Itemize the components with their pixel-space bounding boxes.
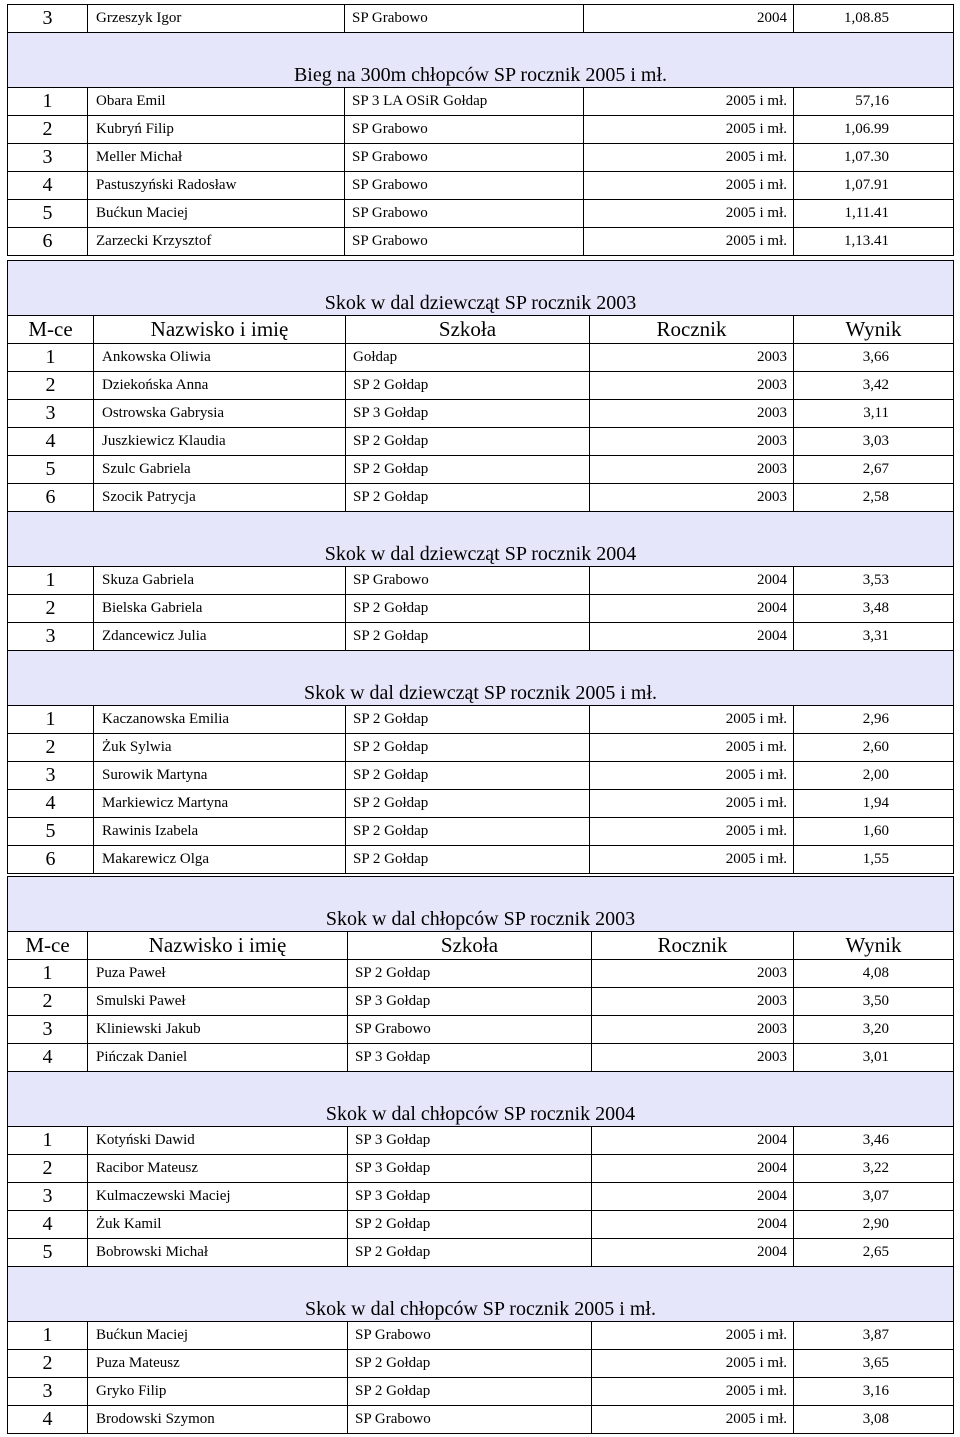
table-row (8, 5, 954, 33)
name-cell: Kaczanowska Emilia (94, 706, 346, 734)
result-cell: 1,11.41 (794, 200, 954, 228)
results-table-300m (7, 4, 954, 256)
name-cell: Bućkun Maciej (88, 200, 345, 228)
table-row (8, 623, 954, 651)
name-cell: Szocik Patrycja (94, 484, 346, 512)
place-cell: 2 (8, 595, 94, 623)
place-cell: 3 (8, 144, 88, 172)
result-cell: 3,08 (794, 1406, 954, 1434)
year-cell: 2005 i mł. (590, 790, 794, 818)
col-header-result: Wynik (794, 932, 954, 960)
name-cell: Makarewicz Olga (94, 846, 346, 874)
col-header-school: Szkoła (346, 316, 590, 344)
name-cell: Kulmaczewski Maciej (88, 1183, 348, 1211)
place-cell: 2 (8, 734, 94, 762)
year-cell: 2004 (592, 1155, 794, 1183)
name-cell: Markiewicz Martyna (94, 790, 346, 818)
place-cell: 2 (8, 116, 88, 144)
table-row (8, 1211, 954, 1239)
year-cell: 2005 i mł. (592, 1378, 794, 1406)
name-cell: Skuza Gabriela (94, 567, 346, 595)
school-cell: SP 3 Gołdap (348, 1127, 592, 1155)
table-row (8, 988, 954, 1016)
place-cell: 3 (8, 1016, 88, 1044)
result-cell: 1,08.85 (794, 5, 954, 33)
result-cell: 3,07 (794, 1183, 954, 1211)
school-cell: SP Grabowo (346, 567, 590, 595)
col-header-result: Wynik (794, 316, 954, 344)
table-row (8, 428, 954, 456)
table-row (8, 1155, 954, 1183)
place-cell: 2 (8, 372, 94, 400)
result-cell: 3,20 (794, 1016, 954, 1044)
school-cell: SP 2 Gołdap (346, 762, 590, 790)
table-row (8, 734, 954, 762)
name-cell: Gryko Filip (88, 1378, 348, 1406)
year-cell: 2005 i mł. (590, 818, 794, 846)
col-header-name: Nazwisko i imię (94, 316, 346, 344)
place-cell: 3 (8, 762, 94, 790)
place-cell: 1 (8, 1127, 88, 1155)
place-cell: 3 (8, 1378, 88, 1406)
year-cell: 2003 (592, 988, 794, 1016)
section-title: Bieg na 300m chłopców SP rocznik 2005 i mł. (8, 33, 954, 88)
place-cell: 2 (8, 1350, 88, 1378)
school-cell: SP 3 LA OSiR Gołdap (345, 88, 584, 116)
school-cell: Gołdap (346, 344, 590, 372)
result-cell: 1,07.30 (794, 144, 954, 172)
school-cell: SP Grabowo (348, 1322, 592, 1350)
year-cell: 2005 i mł. (590, 762, 794, 790)
name-cell: Meller Michał (88, 144, 345, 172)
school-cell: SP 3 Gołdap (346, 400, 590, 428)
place-cell: 5 (8, 818, 94, 846)
place-cell: 3 (8, 5, 88, 33)
year-cell: 2005 i mł. (584, 172, 794, 200)
school-cell: SP 2 Gołdap (346, 818, 590, 846)
col-header-place: M-ce (8, 932, 88, 960)
results-table-long-jump-girls (7, 260, 954, 874)
year-cell: 2005 i mł. (592, 1406, 794, 1434)
year-cell: 2005 i mł. (592, 1350, 794, 1378)
table-row (8, 172, 954, 200)
result-cell: 1,55 (794, 846, 954, 874)
name-cell: Obara Emil (88, 88, 345, 116)
place-cell: 1 (8, 1322, 88, 1350)
name-cell: Bućkun Maciej (88, 1322, 348, 1350)
school-cell: SP Grabowo (345, 228, 584, 256)
year-cell: 2005 i mł. (584, 200, 794, 228)
school-cell: SP 2 Gołdap (346, 484, 590, 512)
name-cell: Puza Mateusz (88, 1350, 348, 1378)
table-row (8, 818, 954, 846)
table-row (8, 228, 954, 256)
name-cell: Kliniewski Jakub (88, 1016, 348, 1044)
school-cell: SP Grabowo (345, 116, 584, 144)
school-cell: SP Grabowo (348, 1016, 592, 1044)
place-cell: 4 (8, 1044, 88, 1072)
section-title: Skok w dal dziewcząt SP rocznik 2004 (8, 512, 954, 567)
school-cell: SP Grabowo (345, 200, 584, 228)
school-cell: SP Grabowo (345, 172, 584, 200)
school-cell: SP 2 Gołdap (348, 1211, 592, 1239)
result-cell: 3,11 (794, 400, 954, 428)
school-cell: SP 2 Gołdap (346, 456, 590, 484)
school-cell: SP 2 Gołdap (348, 1239, 592, 1267)
section-title: Skok w dal chłopców SP rocznik 2005 i mł. (8, 1267, 954, 1322)
place-cell: 2 (8, 988, 88, 1016)
result-cell: 3,01 (794, 1044, 954, 1072)
school-cell: SP Grabowo (345, 5, 584, 33)
place-cell: 4 (8, 1406, 88, 1434)
name-cell: Bobrowski Michał (88, 1239, 348, 1267)
year-cell: 2003 (590, 372, 794, 400)
col-header-place: M-ce (8, 316, 94, 344)
name-cell: Surowik Martyna (94, 762, 346, 790)
place-cell: 6 (8, 484, 94, 512)
result-cell: 3,31 (794, 623, 954, 651)
name-cell: Kotyński Dawid (88, 1127, 348, 1155)
table-row (8, 1322, 954, 1350)
result-cell: 3,48 (794, 595, 954, 623)
year-cell: 2003 (592, 1044, 794, 1072)
result-cell: 1,07.91 (794, 172, 954, 200)
name-cell: Racibor Mateusz (88, 1155, 348, 1183)
place-cell: 4 (8, 790, 94, 818)
name-cell: Pińczak Daniel (88, 1044, 348, 1072)
name-cell: Zdancewicz Julia (94, 623, 346, 651)
place-cell: 5 (8, 200, 88, 228)
result-cell: 1,06.99 (794, 116, 954, 144)
result-cell: 3,46 (794, 1127, 954, 1155)
table-row (8, 706, 954, 734)
place-cell: 5 (8, 456, 94, 484)
school-cell: SP 3 Gołdap (348, 1155, 592, 1183)
result-cell: 3,42 (794, 372, 954, 400)
year-cell: 2003 (590, 344, 794, 372)
result-cell: 2,00 (794, 762, 954, 790)
place-cell: 2 (8, 1155, 88, 1183)
place-cell: 1 (8, 88, 88, 116)
table-row (8, 846, 954, 874)
table-row (8, 1016, 954, 1044)
col-header-year: Rocznik (592, 932, 794, 960)
name-cell: Juszkiewicz Klaudia (94, 428, 346, 456)
year-cell: 2005 i mł. (584, 144, 794, 172)
table-row (8, 1239, 954, 1267)
year-cell: 2005 i mł. (584, 116, 794, 144)
year-cell: 2003 (590, 428, 794, 456)
result-cell: 2,96 (794, 706, 954, 734)
place-cell: 1 (8, 344, 94, 372)
year-cell: 2005 i mł. (590, 846, 794, 874)
place-cell: 3 (8, 1183, 88, 1211)
name-cell: Grzeszyk Igor (88, 5, 345, 33)
place-cell: 3 (8, 400, 94, 428)
year-cell: 2004 (590, 623, 794, 651)
result-cell: 2,67 (794, 456, 954, 484)
col-header-year: Rocznik (590, 316, 794, 344)
name-cell: Brodowski Szymon (88, 1406, 348, 1434)
table-row (8, 200, 954, 228)
result-cell: 3,53 (794, 567, 954, 595)
table-row (8, 116, 954, 144)
school-cell: SP 2 Gołdap (348, 1378, 592, 1406)
table-row (8, 1183, 954, 1211)
results-table-long-jump-boys (7, 876, 954, 1434)
section-title: Skok w dal chłopców SP rocznik 2003 (8, 877, 954, 932)
school-cell: SP 2 Gołdap (346, 595, 590, 623)
table-row (8, 144, 954, 172)
name-cell: Dziekońska Anna (94, 372, 346, 400)
table-row (8, 1378, 954, 1406)
result-cell: 1,94 (794, 790, 954, 818)
name-cell: Kubryń Filip (88, 116, 345, 144)
table-row (8, 790, 954, 818)
place-cell: 5 (8, 1239, 88, 1267)
year-cell: 2004 (592, 1183, 794, 1211)
year-cell: 2004 (584, 5, 794, 33)
col-header-name: Nazwisko i imię (88, 932, 348, 960)
result-cell: 2,58 (794, 484, 954, 512)
place-cell: 3 (8, 623, 94, 651)
table-row (8, 400, 954, 428)
result-cell: 3,22 (794, 1155, 954, 1183)
table-row (8, 456, 954, 484)
result-cell: 3,65 (794, 1350, 954, 1378)
year-cell: 2005 i mł. (584, 88, 794, 116)
name-cell: Puza Paweł (88, 960, 348, 988)
result-cell: 2,65 (794, 1239, 954, 1267)
name-cell: Rawinis Izabela (94, 818, 346, 846)
result-cell: 1,13.41 (794, 228, 954, 256)
table-row (8, 344, 954, 372)
result-cell: 3,50 (794, 988, 954, 1016)
school-cell: SP 2 Gołdap (346, 623, 590, 651)
year-cell: 2004 (592, 1211, 794, 1239)
section-title: Skok w dal dziewcząt SP rocznik 2003 (8, 261, 954, 316)
name-cell: Pastuszyński Radosław (88, 172, 345, 200)
result-cell: 3,66 (794, 344, 954, 372)
school-cell: SP 2 Gołdap (346, 706, 590, 734)
year-cell: 2004 (590, 595, 794, 623)
school-cell: SP 3 Gołdap (348, 1044, 592, 1072)
school-cell: SP 2 Gołdap (346, 734, 590, 762)
result-cell: 4,08 (794, 960, 954, 988)
name-cell: Żuk Kamil (88, 1211, 348, 1239)
name-cell: Ostrowska Gabrysia (94, 400, 346, 428)
year-cell: 2004 (592, 1239, 794, 1267)
result-cell: 3,16 (794, 1378, 954, 1406)
table-row (8, 1127, 954, 1155)
name-cell: Smulski Paweł (88, 988, 348, 1016)
name-cell: Ankowska Oliwia (94, 344, 346, 372)
result-cell: 1,60 (794, 818, 954, 846)
year-cell: 2003 (590, 456, 794, 484)
place-cell: 1 (8, 706, 94, 734)
school-cell: SP 2 Gołdap (346, 846, 590, 874)
table-row (8, 567, 954, 595)
name-cell: Bielska Gabriela (94, 595, 346, 623)
table-row (8, 1044, 954, 1072)
table-row (8, 762, 954, 790)
place-cell: 6 (8, 846, 94, 874)
result-cell: 3,03 (794, 428, 954, 456)
school-cell: SP 2 Gołdap (348, 1350, 592, 1378)
name-cell: Żuk Sylwia (94, 734, 346, 762)
school-cell: SP 2 Gołdap (346, 428, 590, 456)
table-row (8, 88, 954, 116)
name-cell: Szulc Gabriela (94, 456, 346, 484)
year-cell: 2003 (590, 484, 794, 512)
school-cell: SP 2 Gołdap (346, 372, 590, 400)
school-cell: SP Grabowo (345, 144, 584, 172)
place-cell: 6 (8, 228, 88, 256)
school-cell: SP 2 Gołdap (348, 960, 592, 988)
year-cell: 2005 i mł. (592, 1322, 794, 1350)
school-cell: SP 3 Gołdap (348, 1183, 592, 1211)
place-cell: 1 (8, 960, 88, 988)
table-row (8, 1350, 954, 1378)
year-cell: 2003 (592, 1016, 794, 1044)
section-title: Skok w dal chłopców SP rocznik 2004 (8, 1072, 954, 1127)
place-cell: 4 (8, 172, 88, 200)
col-header-school: Szkoła (348, 932, 592, 960)
place-cell: 4 (8, 1211, 88, 1239)
school-cell: SP Grabowo (348, 1406, 592, 1434)
school-cell: SP 3 Gołdap (348, 988, 592, 1016)
result-cell: 57,16 (794, 88, 954, 116)
place-cell: 4 (8, 428, 94, 456)
school-cell: SP 2 Gołdap (346, 790, 590, 818)
year-cell: 2005 i mł. (584, 228, 794, 256)
table-row (8, 960, 954, 988)
year-cell: 2004 (590, 567, 794, 595)
table-row (8, 1406, 954, 1434)
table-row (8, 595, 954, 623)
year-cell: 2003 (592, 960, 794, 988)
section-title: Skok w dal dziewcząt SP rocznik 2005 i mł. (8, 651, 954, 706)
year-cell: 2003 (590, 400, 794, 428)
table-row (8, 484, 954, 512)
year-cell: 2005 i mł. (590, 706, 794, 734)
result-cell: 2,60 (794, 734, 954, 762)
result-cell: 2,90 (794, 1211, 954, 1239)
table-row (8, 372, 954, 400)
name-cell: Zarzecki Krzysztof (88, 228, 345, 256)
result-cell: 3,87 (794, 1322, 954, 1350)
year-cell: 2004 (592, 1127, 794, 1155)
place-cell: 1 (8, 567, 94, 595)
year-cell: 2005 i mł. (590, 734, 794, 762)
